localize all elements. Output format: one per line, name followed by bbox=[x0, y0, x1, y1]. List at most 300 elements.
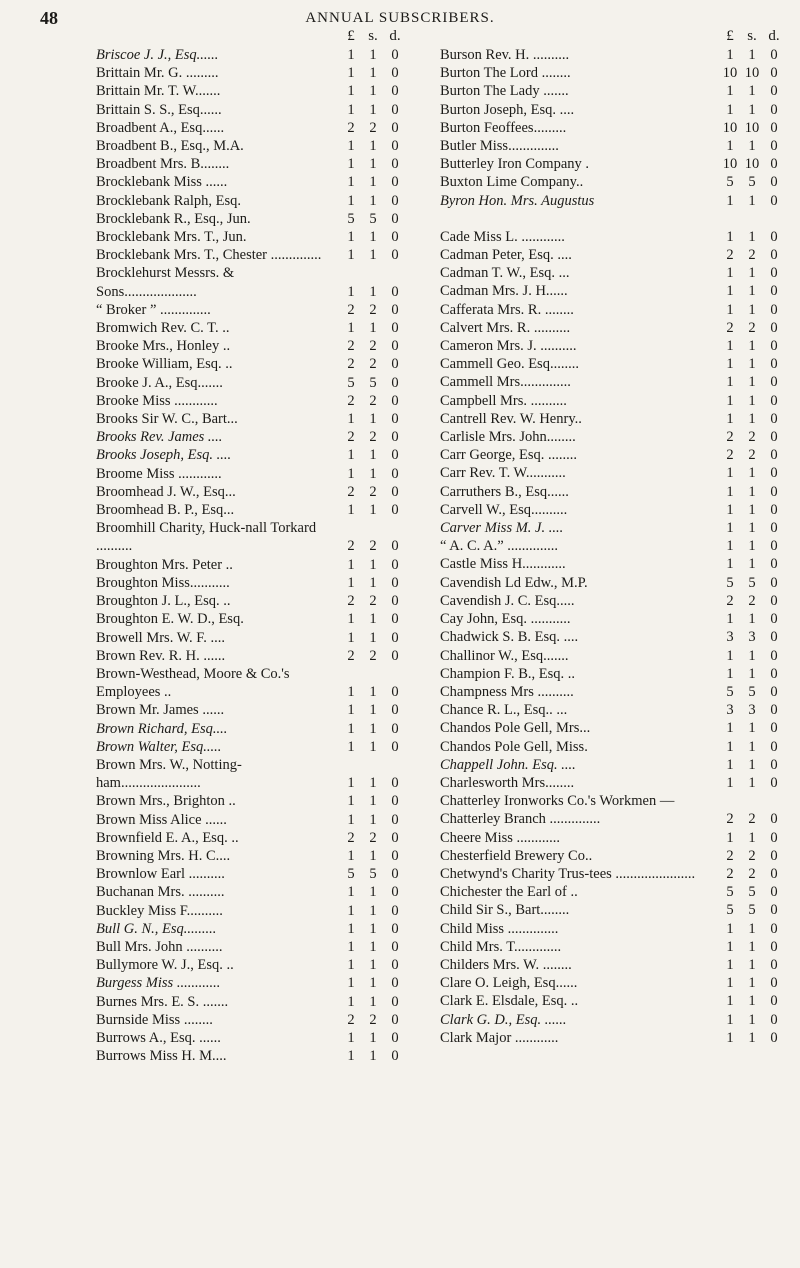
pounds-value: 2 bbox=[347, 301, 355, 318]
pounds-value: 2 bbox=[347, 647, 355, 664]
subscriber-entry bbox=[440, 719, 785, 737]
pounds-value: 1 bbox=[726, 101, 734, 118]
pounds-value: 1 bbox=[347, 83, 355, 100]
shillings-value: 1 bbox=[369, 174, 377, 191]
amount bbox=[340, 137, 406, 155]
pounds-value: 2 bbox=[726, 447, 734, 464]
pence-value: 0 bbox=[770, 192, 778, 209]
shillings-value: 1 bbox=[369, 447, 377, 464]
pence-value: 0 bbox=[391, 574, 399, 591]
shillings-value: 10 bbox=[744, 119, 760, 136]
pounds-value: 1 bbox=[347, 702, 355, 719]
shillings-value: 1 bbox=[748, 138, 756, 155]
amount bbox=[719, 738, 785, 756]
amount bbox=[719, 410, 785, 428]
pence-value: 0 bbox=[770, 465, 778, 482]
pence-value: 0 bbox=[391, 338, 399, 355]
pounds-value: 1 bbox=[726, 283, 734, 300]
pence-value: 0 bbox=[391, 411, 399, 428]
pounds-value: 1 bbox=[347, 411, 355, 428]
subscriber-name: Chatterley Ironworks Co.'s Workmen — Chatterley Branch .............. bbox=[440, 793, 678, 828]
shillings-value: 1 bbox=[369, 738, 377, 755]
shillings-value: 5 bbox=[369, 374, 377, 391]
pence-value: 0 bbox=[770, 228, 778, 245]
pence-value: 0 bbox=[770, 47, 778, 63]
subscriber-name: Child Sir S., Bart........ bbox=[440, 902, 570, 919]
subscriber-name: Byron Hon. Mrs. Augustus bbox=[440, 192, 595, 209]
pence-value: 0 bbox=[391, 938, 399, 955]
pence-value: 0 bbox=[770, 283, 778, 300]
subscriber-name: Clark E. Elsdale, Esq. .. bbox=[440, 993, 579, 1010]
amount bbox=[340, 446, 406, 464]
pounds-value: 1 bbox=[347, 902, 355, 919]
amount bbox=[719, 192, 785, 210]
amount bbox=[719, 701, 785, 719]
pounds-value: 1 bbox=[726, 647, 734, 664]
subscriber-entry bbox=[440, 610, 785, 628]
pence-value: 0 bbox=[770, 374, 778, 391]
shillings-value: 1 bbox=[369, 502, 377, 519]
pounds-value: 1 bbox=[347, 556, 355, 573]
subscriber-name: Carlisle Mrs. John........ bbox=[440, 429, 576, 446]
subscriber-name: Clark G. D., Esq. ...... bbox=[440, 1011, 567, 1028]
shillings-value: 1 bbox=[369, 720, 377, 737]
subscriber-entry bbox=[96, 1011, 406, 1029]
subscriber-entry bbox=[96, 756, 406, 792]
subscriber-entry bbox=[96, 610, 406, 628]
subscriber-name: Brown-Westhead, Moore & Co.'s Employees .. bbox=[96, 665, 294, 701]
amount bbox=[340, 101, 406, 119]
shillings-value: 1 bbox=[748, 392, 756, 409]
subscriber-entry bbox=[440, 392, 785, 410]
pence-value: 0 bbox=[770, 1029, 778, 1046]
subscriber-entry bbox=[96, 101, 406, 119]
subscriber-name: Brown Miss Alice ...... bbox=[96, 811, 227, 828]
subscriber-name: Broomhead J. W., Esq... bbox=[96, 483, 236, 500]
amount bbox=[340, 938, 406, 956]
subscriber-name: Burton The Lord ........ bbox=[440, 65, 571, 82]
subscriber-entry bbox=[96, 720, 406, 738]
pounds-value: 1 bbox=[347, 938, 355, 955]
pounds-value: 5 bbox=[726, 902, 734, 919]
subscriber-name: Chichester the Earl of .. bbox=[440, 884, 578, 901]
shillings-value: 10 bbox=[744, 156, 760, 173]
amount bbox=[340, 847, 406, 865]
subscriber-entry bbox=[440, 974, 785, 992]
subscriber-entry bbox=[96, 647, 406, 665]
subscriber-name: Brownfield E. A., Esq. .. bbox=[96, 829, 239, 846]
subscriber-name: Chance R. L., Esq.. ... bbox=[440, 702, 568, 719]
pounds-value: 1 bbox=[347, 1048, 355, 1065]
subscriber-name: Carr Rev. T. W........... bbox=[440, 465, 566, 482]
amount bbox=[719, 574, 785, 592]
pounds-value: 1 bbox=[726, 538, 734, 555]
amount bbox=[340, 355, 406, 373]
shillings-value: 1 bbox=[369, 957, 377, 974]
pounds-value: 1 bbox=[726, 774, 734, 791]
pence-value: 0 bbox=[770, 65, 778, 82]
amount bbox=[340, 246, 406, 264]
shillings-value: 1 bbox=[369, 47, 377, 63]
shillings-value: 2 bbox=[369, 119, 377, 136]
subscriber-name: Butler Miss.............. bbox=[440, 138, 559, 155]
pence-value: 0 bbox=[770, 702, 778, 719]
subscriber-entry bbox=[96, 847, 406, 865]
subscriber-entry bbox=[440, 446, 785, 464]
subscriber-entry bbox=[96, 829, 406, 847]
subscriber-name: Chandos Pole Gell, Miss. bbox=[440, 738, 588, 755]
amount bbox=[719, 483, 785, 501]
shillings-value: 1 bbox=[748, 1029, 756, 1046]
amount bbox=[719, 1011, 785, 1029]
pounds-value: 2 bbox=[347, 483, 355, 500]
pounds-value: 1 bbox=[726, 138, 734, 155]
shillings-value: 2 bbox=[748, 592, 756, 609]
shillings-value: 1 bbox=[748, 338, 756, 355]
subscriber-entry bbox=[96, 374, 406, 392]
shillings-value: 10 bbox=[744, 65, 760, 82]
amount bbox=[340, 319, 406, 337]
shillings-value: 1 bbox=[748, 665, 756, 682]
pounds-value: 5 bbox=[726, 884, 734, 901]
subscriber-name: Calvert Mrs. R. .......... bbox=[440, 319, 571, 336]
subscriber-entry bbox=[440, 519, 785, 537]
pounds-value: 5 bbox=[726, 683, 734, 700]
subscriber-name: Brownlow Earl .......... bbox=[96, 866, 225, 883]
amount bbox=[719, 319, 785, 337]
subscriber-name: Brown Mrs. W., Notting-ham...................... bbox=[96, 756, 242, 792]
subscriber-entry bbox=[440, 483, 785, 501]
subscriber-name: Chetwynd's Charity Trus-tees ...................... bbox=[440, 865, 696, 882]
amount bbox=[340, 374, 406, 392]
subscriber-name: Brocklebank Mrs. T., Chester .............. bbox=[96, 247, 322, 264]
subscriber-name: Brittain S. S., Esq...... bbox=[96, 101, 222, 118]
subscriber-name: Burton Feoffees......... bbox=[440, 119, 567, 136]
subscriber-name: Bromwich Rev. C. T. .. bbox=[96, 320, 230, 337]
subscriber-name: Cavendish J. C. Esq..... bbox=[440, 592, 575, 609]
shillings-value: 2 bbox=[369, 538, 377, 555]
subscriber-name: Burrows A., Esq. ...... bbox=[96, 1029, 221, 1046]
shillings-value: 1 bbox=[748, 538, 756, 555]
amount bbox=[340, 738, 406, 756]
subscriber-name: Campbell Mrs. .......... bbox=[440, 392, 567, 409]
pounds-value: 1 bbox=[347, 138, 355, 155]
pounds-value: 1 bbox=[726, 192, 734, 209]
pounds-value: 2 bbox=[347, 829, 355, 846]
pounds-value: 1 bbox=[726, 356, 734, 373]
pounds-value: 1 bbox=[347, 47, 355, 63]
pence-value: 0 bbox=[770, 410, 778, 427]
subscriber-entry bbox=[96, 556, 406, 574]
left-column bbox=[96, 28, 406, 1065]
pounds-value: 1 bbox=[347, 229, 355, 246]
subscriber-name: Clark Major ............ bbox=[440, 1029, 559, 1046]
subscriber-entry bbox=[440, 956, 785, 974]
pounds-value: 1 bbox=[726, 920, 734, 937]
shillings-value: 1 bbox=[748, 520, 756, 537]
pounds-value: 2 bbox=[726, 247, 734, 264]
amount bbox=[340, 210, 406, 228]
pence-value: 0 bbox=[391, 920, 399, 937]
pounds-value: 1 bbox=[726, 520, 734, 537]
pounds-value: 1 bbox=[726, 47, 734, 63]
pence-value: 0 bbox=[391, 210, 399, 227]
pence-value: 0 bbox=[770, 520, 778, 537]
subscriber-entry bbox=[96, 319, 406, 337]
pounds-value: 1 bbox=[347, 720, 355, 737]
subscriber-entry bbox=[440, 647, 785, 665]
subscriber-name: Brooke Mrs., Honley .. bbox=[96, 338, 231, 355]
amount bbox=[340, 865, 406, 883]
pence-value: 0 bbox=[391, 538, 399, 555]
subscriber-name: Burson Rev. H. .......... bbox=[440, 47, 570, 63]
subscriber-name: Buckley Miss F.......... bbox=[96, 902, 223, 919]
subscriber-entry bbox=[96, 173, 406, 191]
subscriber-entry bbox=[96, 920, 406, 938]
amount bbox=[719, 46, 785, 64]
shillings-value: 1 bbox=[748, 738, 756, 755]
pounds-value: 1 bbox=[347, 283, 355, 300]
amount bbox=[340, 537, 406, 555]
amount bbox=[719, 610, 785, 628]
subscriber-entry bbox=[440, 355, 785, 373]
pence-value: 0 bbox=[391, 884, 399, 901]
amount bbox=[719, 647, 785, 665]
shillings-value: 1 bbox=[748, 410, 756, 427]
pounds-value: 1 bbox=[726, 83, 734, 100]
pounds-value: 1 bbox=[726, 756, 734, 773]
shillings-value: 2 bbox=[369, 483, 377, 500]
amount bbox=[340, 428, 406, 446]
amount bbox=[340, 720, 406, 738]
amount bbox=[340, 501, 406, 519]
shillings-value: 1 bbox=[748, 192, 756, 209]
amount bbox=[340, 647, 406, 665]
pounds-value: 2 bbox=[347, 1011, 355, 1028]
subscriber-name: Buxton Lime Company.. bbox=[440, 174, 584, 191]
shillings-value: 5 bbox=[369, 210, 377, 227]
shillings-value: 1 bbox=[369, 247, 377, 264]
subscriber-name: Cay John, Esq. ........... bbox=[440, 611, 571, 628]
amount bbox=[340, 774, 406, 792]
pence-value: 0 bbox=[770, 156, 778, 173]
subscriber-entry bbox=[96, 137, 406, 155]
amount bbox=[719, 428, 785, 446]
amount bbox=[719, 264, 785, 282]
subscriber-entry bbox=[96, 392, 406, 410]
subscriber-name: Carvell W., Esq.......... bbox=[440, 501, 568, 518]
pence-value: 0 bbox=[770, 83, 778, 100]
pounds-value: 1 bbox=[347, 247, 355, 264]
amount bbox=[719, 228, 785, 246]
subscriber-name: Cheere Miss ............ bbox=[440, 829, 561, 846]
subscriber-entry bbox=[96, 82, 406, 100]
subscriber-entry bbox=[440, 119, 785, 137]
pence-value: 0 bbox=[391, 174, 399, 191]
amount bbox=[340, 192, 406, 210]
subscriber-entry bbox=[96, 665, 406, 701]
subscriber-entry bbox=[96, 428, 406, 446]
subscriber-entry bbox=[96, 483, 406, 501]
amount bbox=[340, 629, 406, 647]
subscriber-entry bbox=[96, 210, 406, 228]
pence-value: 0 bbox=[391, 502, 399, 519]
pence-value: 0 bbox=[391, 829, 399, 846]
pence-value: 0 bbox=[770, 756, 778, 773]
pence-value: 0 bbox=[391, 847, 399, 864]
amount bbox=[719, 774, 785, 792]
shillings-value: 2 bbox=[748, 429, 756, 446]
pounds-value: 1 bbox=[347, 847, 355, 864]
pence-value: 0 bbox=[770, 975, 778, 992]
subscriber-entry bbox=[96, 1047, 406, 1065]
subscriber-name: Brittain Mr. G. ......... bbox=[96, 65, 219, 82]
subscriber-entry bbox=[96, 46, 406, 64]
pence-value: 0 bbox=[770, 174, 778, 191]
pence-value: 0 bbox=[770, 902, 778, 919]
pence-value: 0 bbox=[770, 429, 778, 446]
pounds-value: 2 bbox=[726, 592, 734, 609]
amount bbox=[719, 101, 785, 119]
amount bbox=[340, 64, 406, 82]
shillings-value: 1 bbox=[748, 720, 756, 737]
shillings-value: 1 bbox=[748, 938, 756, 955]
subscriber-name: Cammell Geo. Esq........ bbox=[440, 356, 579, 373]
shillings-value: 5 bbox=[748, 574, 756, 591]
subscriber-entry bbox=[96, 938, 406, 956]
pence-value: 0 bbox=[770, 720, 778, 737]
shillings-value: 1 bbox=[748, 501, 756, 518]
pounds-value: 1 bbox=[726, 829, 734, 846]
shillings-value: 1 bbox=[369, 556, 377, 573]
pence-value: 0 bbox=[391, 738, 399, 755]
amount bbox=[719, 337, 785, 355]
subscriber-entry bbox=[440, 373, 785, 391]
pounds-value: 1 bbox=[726, 665, 734, 682]
pence-value: 0 bbox=[770, 629, 778, 646]
subscriber-entry bbox=[440, 628, 785, 646]
shillings-value: 1 bbox=[369, 920, 377, 937]
shillings-header: s. bbox=[368, 28, 378, 44]
subscriber-entry bbox=[96, 738, 406, 756]
subscriber-name: Broughton J. L., Esq. .. bbox=[96, 593, 231, 610]
amount bbox=[340, 337, 406, 355]
shillings-value: 1 bbox=[369, 902, 377, 919]
subscriber-entry bbox=[440, 301, 785, 319]
pounds-value: 1 bbox=[347, 738, 355, 755]
shillings-value: 1 bbox=[369, 1048, 377, 1065]
pence-value: 0 bbox=[391, 229, 399, 246]
subscriber-name: Chesterfield Brewery Co.. bbox=[440, 847, 593, 864]
page-number: 48 bbox=[40, 8, 58, 28]
pence-value: 0 bbox=[770, 920, 778, 937]
amount bbox=[719, 392, 785, 410]
subscriber-entry bbox=[96, 865, 406, 883]
pounds-value: 1 bbox=[347, 629, 355, 646]
shillings-value: 1 bbox=[369, 811, 377, 828]
shillings-value: 1 bbox=[748, 774, 756, 791]
subscriber-name: Brown Rev. R. H. ...... bbox=[96, 647, 226, 664]
amount bbox=[340, 610, 406, 628]
amount bbox=[340, 974, 406, 992]
pounds-value: 1 bbox=[347, 574, 355, 591]
subscriber-entry bbox=[440, 501, 785, 519]
pence-value: 0 bbox=[770, 884, 778, 901]
subscriber-entry bbox=[96, 701, 406, 719]
shillings-value: 1 bbox=[748, 611, 756, 628]
pence-value: 0 bbox=[391, 702, 399, 719]
shillings-value: 1 bbox=[748, 465, 756, 482]
shillings-value: 2 bbox=[369, 429, 377, 446]
subscriber-entry bbox=[440, 173, 785, 191]
pounds-value: 5 bbox=[347, 866, 355, 883]
subscriber-entry bbox=[440, 137, 785, 155]
shillings-header: s. bbox=[747, 28, 757, 44]
subscriber-entry bbox=[96, 446, 406, 464]
amount bbox=[340, 683, 406, 701]
pence-value: 0 bbox=[391, 47, 399, 63]
pence-value: 0 bbox=[770, 738, 778, 755]
pence-value: 0 bbox=[770, 1011, 778, 1028]
subscriber-name: Brown Walter, Esq..... bbox=[96, 738, 222, 755]
amount bbox=[719, 974, 785, 992]
subscriber-entry bbox=[440, 901, 785, 919]
shillings-value: 1 bbox=[748, 374, 756, 391]
subscriber-entry bbox=[96, 119, 406, 137]
pence-value: 0 bbox=[770, 356, 778, 373]
subscriber-entry bbox=[440, 192, 785, 210]
pence-value: 0 bbox=[391, 775, 399, 792]
pounds-value: 1 bbox=[347, 684, 355, 701]
subscriber-name: Broughton Mrs. Peter .. bbox=[96, 556, 233, 573]
amount bbox=[719, 301, 785, 319]
pence-value: 0 bbox=[770, 301, 778, 318]
subscriber-entry bbox=[96, 1029, 406, 1047]
subscriber-name: Burrows Miss H. M.... bbox=[96, 1048, 227, 1065]
subscriber-entry bbox=[96, 993, 406, 1011]
pence-value: 0 bbox=[391, 247, 399, 264]
subscriber-name: Broadbent B., Esq., M.A. bbox=[96, 138, 244, 155]
amount bbox=[340, 811, 406, 829]
shillings-value: 1 bbox=[748, 265, 756, 282]
amount bbox=[719, 628, 785, 646]
subscriber-name: Carr George, Esq. ........ bbox=[440, 447, 578, 464]
shillings-value: 5 bbox=[748, 683, 756, 700]
pence-value: 0 bbox=[391, 629, 399, 646]
shillings-value: 1 bbox=[748, 83, 756, 100]
subscriber-name: Burton Joseph, Esq. .... bbox=[440, 101, 575, 118]
pounds-header: £ bbox=[726, 28, 734, 44]
amount bbox=[340, 465, 406, 483]
amount bbox=[340, 701, 406, 719]
pounds-value: 1 bbox=[347, 793, 355, 810]
pence-value: 0 bbox=[770, 447, 778, 464]
pounds-value: 1 bbox=[726, 1029, 734, 1046]
subscriber-name: Cade Miss L. ............ bbox=[440, 228, 565, 245]
amount bbox=[340, 1047, 406, 1065]
subscriber-entry bbox=[96, 301, 406, 319]
subscriber-entry bbox=[440, 101, 785, 119]
subscriber-entry bbox=[96, 228, 406, 246]
subscriber-entry bbox=[96, 811, 406, 829]
pence-value: 0 bbox=[770, 265, 778, 282]
subscriber-name: Cafferata Mrs. R. ........ bbox=[440, 301, 574, 318]
pence-value: 0 bbox=[391, 647, 399, 664]
subscriber-name: Bull Mrs. John .......... bbox=[96, 938, 223, 955]
shillings-value: 1 bbox=[369, 65, 377, 82]
subscriber-name: Browell Mrs. W. F. .... bbox=[96, 629, 225, 646]
pence-value: 0 bbox=[391, 793, 399, 810]
